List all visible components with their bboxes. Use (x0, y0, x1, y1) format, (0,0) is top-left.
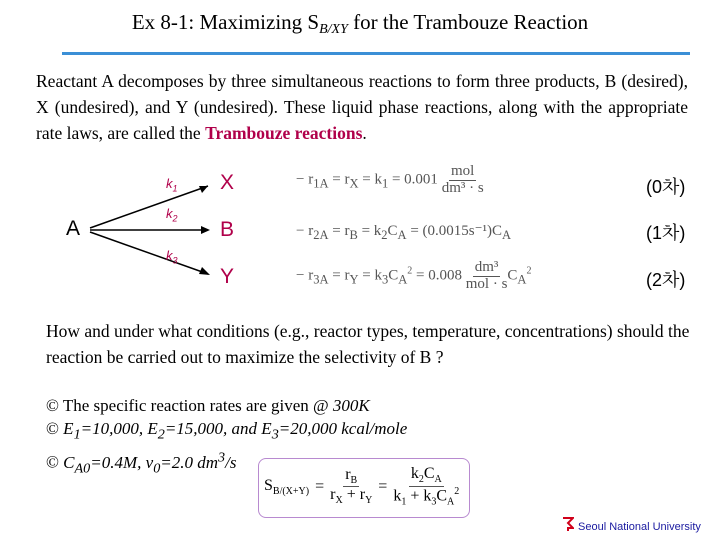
snu-logo-icon (562, 516, 574, 532)
order-first-label: (1차) (646, 223, 686, 243)
bullet-feed-conditions: © $C_{A0}=0.4M$, $v_0=2.0$ $dm^3/s$ (46, 449, 237, 477)
bullet-rates: © The specific reaction rates are given @ 300K (46, 396, 370, 415)
title-suffix: for the Trambouze Reaction (347, 10, 589, 34)
selectivity-fraction-rates: $\frac{r_B}{r_X + r_Y}$ (330, 465, 373, 507)
reaction-scheme-arrows (60, 170, 230, 290)
order-zero-label: (0차) (646, 177, 686, 197)
rate-constant-k3: $k_3$ (166, 248, 178, 266)
rate-law-y: − $r_{3A} = r_Y = k_3C_A^2 = 0.008$ $\frac{\text{dm³}}{\text{mol · s}}$ $C_A^2$ (296, 259, 532, 292)
question-paragraph: How and under what conditions (e.g., reactor types, temperature, concentrations) should the reaction be carried out to maximize the selectivity of B ? (46, 321, 690, 367)
title-prefix: Ex 8-1: Maximizing S (131, 10, 320, 34)
title-underline (62, 52, 690, 55)
footer-university: Seoul National University (578, 521, 701, 533)
reactant-label: A (66, 217, 81, 240)
intro-text: Reactant A decomposes by three simultaneous reactions to form three products, B (desired), X (undesired), and Y (undesired). These liquid phase reactions, along with the appropriate rate laws, are called the (36, 71, 688, 143)
intro-highlight: Trambouze reactions (205, 123, 363, 143)
rate-constant-k1: $k_1$ (166, 176, 178, 194)
selectivity-equation: $S_{B/(X+Y)}$ = $\frac{r_B}{r_X + r_Y}$ = $\frac{k_2C_A}{k_1 + k_3C_A^2}$ (264, 465, 460, 508)
intro-end: . (362, 123, 367, 143)
selectivity-fraction-constants: $\frac{k_2C_A}{k_1 + k_3C_A^2}$ (393, 465, 460, 508)
product-b-label: B (220, 218, 235, 241)
intro-paragraph (36, 68, 688, 146)
title-subscript: B/XY (319, 22, 348, 37)
rate-law-x: − $r_{1A} = r_X = k_1 = 0.001$ $\frac{\text{mol}}{\text{dm³ · s}}$ (296, 163, 484, 196)
order-second-label: (2차) (646, 270, 686, 290)
rate-law-b: − $r_{2A} = r_B = k_2C_A = (0.0015s^{-1})C_A$ (296, 223, 512, 242)
product-x-label: X (220, 171, 235, 194)
bullet-activation-energies: © $E_1=10,000$, $E_2=15,000$, and $E_3=20,000$ kcal/mole (46, 419, 408, 443)
slide-title (0, 10, 720, 38)
rate-constant-k2: $k_2$ (166, 206, 178, 224)
product-y-label: Y (220, 265, 235, 288)
